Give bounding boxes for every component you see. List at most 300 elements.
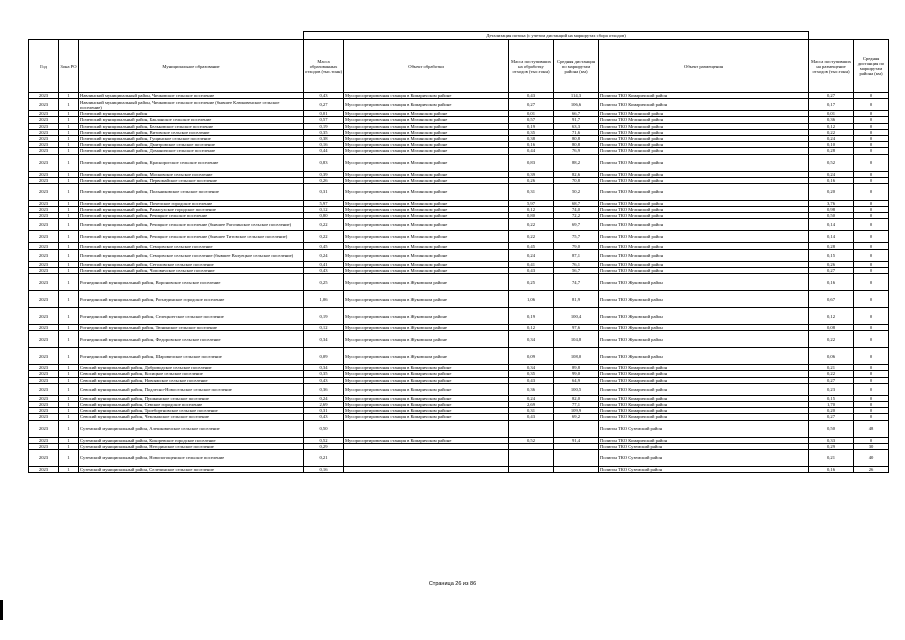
cell-mass-to-processing: 0,57 xyxy=(509,117,554,123)
cell-municipality: Почепский муниципальный район, Московское сельское поселение xyxy=(79,171,304,177)
table-row xyxy=(29,274,889,291)
cell-avg-distance-processing: 74,7 xyxy=(554,274,599,291)
cell-avg-distance-processing: 87,1 xyxy=(554,249,599,261)
cell-placement-object: Полигон ТКО Мглинский район xyxy=(599,267,809,273)
cell-municipality: Почепский муниципальный район, Гущинское сельское поселение xyxy=(79,135,304,141)
cell-avg-distance-processing: 106,6 xyxy=(554,99,599,111)
cell-mass-to-processing: 0,38 xyxy=(509,135,554,141)
cell-mass-to-placement: 0,21 xyxy=(809,449,854,466)
cell-placement-object: Полигон ТКО Суземский район xyxy=(599,420,809,437)
cell-avg-distance-placement: 0 xyxy=(854,219,889,231)
cell-mass-to-processing: 0,43 xyxy=(509,414,554,420)
cell-mass-to-processing: 0,12 xyxy=(509,207,554,213)
cell-placement-object: Полигон ТКО Мглинский район xyxy=(599,213,809,219)
cell-avg-distance-placement: 0 xyxy=(854,325,889,331)
header-avg-distance-processing: Средняя дистанция по маршрутам района (км) xyxy=(554,40,599,93)
table-row xyxy=(29,291,889,308)
cell-placement-object: Полигон ТКО Мглинский район xyxy=(599,249,809,261)
cell-zone: 1 xyxy=(59,401,79,407)
cell-municipality: Почепский муниципальный район, Семцовское сельское поселение xyxy=(79,243,304,249)
cell-avg-distance-processing: 109,9 xyxy=(554,408,599,414)
cell-avg-distance-placement: 0 xyxy=(854,331,889,348)
cell-mass-formed: 0,38 xyxy=(304,135,344,141)
cell-mass-to-placement: 0,14 xyxy=(809,219,854,231)
cell-year: 2023 xyxy=(29,117,59,123)
cell-mass-formed: 0,57 xyxy=(304,117,344,123)
cell-municipality: Почепский муниципальный район, Речицкое сельское поселение (бывшее Рагозинское сельское поселение) xyxy=(79,219,304,231)
cell-zone: 1 xyxy=(59,111,79,117)
cell-processing-object: Мусоросортировочная станция в Мглинском районе xyxy=(344,135,509,141)
cell-avg-distance-placement: 0 xyxy=(854,171,889,177)
cell-year: 2023 xyxy=(29,148,59,154)
cell-avg-distance-processing: 77,1 xyxy=(554,401,599,407)
cell-mass-formed: 0,83 xyxy=(304,154,344,171)
cell-mass-formed: 0,44 xyxy=(304,148,344,154)
cell-year: 2023 xyxy=(29,437,59,443)
cell-mass-to-processing: 0,09 xyxy=(509,348,554,365)
cell-avg-distance-processing: 97,6 xyxy=(554,325,599,331)
cell-municipality: Почепский муниципальный район, Почепское городское поселение xyxy=(79,200,304,206)
cell-zone: 1 xyxy=(59,348,79,365)
cell-mass-to-processing: 0,35 xyxy=(509,371,554,377)
cell-avg-distance-processing: 100,5 xyxy=(554,383,599,395)
cell-mass-to-processing: 0,27 xyxy=(509,99,554,111)
cell-mass-to-processing: 0,19 xyxy=(509,308,554,325)
cell-avg-distance-placement: 26 xyxy=(854,466,889,472)
cell-avg-distance-placement: 0 xyxy=(854,200,889,206)
cell-zone: 1 xyxy=(59,408,79,414)
cell-avg-distance-placement: 0 xyxy=(854,142,889,148)
cell-processing-object: Мусоросортировочная станция в Мглинском районе xyxy=(344,177,509,183)
cell-year: 2023 xyxy=(29,365,59,371)
cell-avg-distance-placement: 0 xyxy=(854,274,889,291)
cell-processing-object: Мусоросортировочная станция в Мглинском районе xyxy=(344,123,509,129)
cell-placement-object: Полигон ТКО Комаричский район xyxy=(599,408,809,414)
cell-mass-formed: 0,50 xyxy=(304,420,344,437)
cell-avg-distance-processing: 74,0 xyxy=(554,207,599,213)
cell-municipality: Почепский муниципальный район, Семцовское сельское поселение (бывшее Валуецкое сельское поселение) xyxy=(79,249,304,261)
cell-avg-distance-processing: 89,8 xyxy=(554,365,599,371)
cell-avg-distance-processing: 81,9 xyxy=(554,291,599,308)
cell-mass-to-placement: 0,12 xyxy=(809,308,854,325)
cell-municipality: Севский муниципальный район, Чемлыжское сельское поселение xyxy=(79,414,304,420)
cell-mass-to-placement: 0,14 xyxy=(809,231,854,243)
cell-avg-distance-placement: 48 xyxy=(854,420,889,437)
cell-mass-to-processing: 0,19 xyxy=(509,123,554,129)
cell-mass-to-placement: 0,15 xyxy=(809,249,854,261)
cell-year: 2023 xyxy=(29,249,59,261)
cell-avg-distance-placement: 0 xyxy=(854,148,889,154)
cell-municipality: Севский муниципальный район, Косицкое сельское поселение xyxy=(79,371,304,377)
cell-mass-formed: 2,69 xyxy=(304,401,344,407)
cell-processing-object: Мусоросортировочная станция в Мглинском районе xyxy=(344,213,509,219)
cell-municipality: Почепский муниципальный район, Речицкое сельское поселение xyxy=(79,213,304,219)
cell-year: 2023 xyxy=(29,135,59,141)
cell-mass-to-placement: 0,16 xyxy=(809,177,854,183)
table-body xyxy=(29,93,889,473)
cell-zone: 1 xyxy=(59,420,79,437)
cell-municipality: Почепский муниципальный район, Краснорогское сельское поселение xyxy=(79,154,304,171)
header-processing-object: Объект обработки xyxy=(344,40,509,93)
cell-mass-to-placement: 0,27 xyxy=(809,414,854,420)
cell-year: 2023 xyxy=(29,443,59,449)
cell-avg-distance-placement: 0 xyxy=(854,414,889,420)
cell-mass-to-processing: 0,31 xyxy=(509,408,554,414)
header-mass-formed: Масса образованных отходов (тыс.тонн) xyxy=(304,40,344,93)
table-row xyxy=(29,183,889,200)
cell-mass-to-processing: 0,31 xyxy=(509,183,554,200)
cell-zone: 1 xyxy=(59,93,79,99)
cell-processing-object: Мусоросортировочная станция в Комаричском районе xyxy=(344,371,509,377)
cell-mass-to-processing: 0,80 xyxy=(509,213,554,219)
cell-mass-to-placement: 0,50 xyxy=(809,420,854,437)
cell-placement-object: Полигон ТКО Мглинский район xyxy=(599,219,809,231)
cell-year: 2023 xyxy=(29,267,59,273)
cell-zone: 1 xyxy=(59,443,79,449)
cell-avg-distance-placement: 0 xyxy=(854,183,889,200)
cell-avg-distance-placement: 0 xyxy=(854,348,889,365)
cell-processing-object: Мусоросортировочная станция в Жуковском районе xyxy=(344,274,509,291)
data-table-container xyxy=(28,31,888,473)
cell-municipality: Навлинский муниципальный район, Чичковское сельское поселение (бывшее Клюковенское сельское поселение) xyxy=(79,99,304,111)
cell-placement-object: Полигон ТКО Мглинский район xyxy=(599,171,809,177)
cell-municipality: Суземский муниципальный район, Алешковичское сельское поселение xyxy=(79,420,304,437)
cell-mass-to-placement: 0,50 xyxy=(809,213,854,219)
cell-placement-object: Полигон ТКО Комаричский район xyxy=(599,377,809,383)
cell-mass-formed: 0,19 xyxy=(304,123,344,129)
cell-placement-object: Полигон ТКО Мглинский район xyxy=(599,148,809,154)
cell-mass-to-placement: 0,20 xyxy=(809,408,854,414)
cell-municipality: Почепский муниципальный район, Бакланское сельское поселение xyxy=(79,117,304,123)
cell-placement-object: Полигон ТКО Мглинский район xyxy=(599,200,809,206)
table-row xyxy=(29,331,889,348)
cell-avg-distance-placement: 0 xyxy=(854,93,889,99)
cell-avg-distance-placement: 0 xyxy=(854,177,889,183)
cell-avg-distance-processing: 70,8 xyxy=(554,177,599,183)
cell-year: 2023 xyxy=(29,177,59,183)
cell-avg-distance-processing: 91,4 xyxy=(554,437,599,443)
cell-municipality: Севский муниципальный район, Новоямское сельское поселение xyxy=(79,377,304,383)
cell-zone: 1 xyxy=(59,177,79,183)
cell-avg-distance-placement: 0 xyxy=(854,437,889,443)
flow-detail-table xyxy=(28,31,889,473)
cell-zone: 1 xyxy=(59,383,79,395)
cell-avg-distance-placement: 0 xyxy=(854,111,889,117)
cell-zone: 1 xyxy=(59,365,79,371)
cell-placement-object: Полигон ТКО Мглинский район xyxy=(599,177,809,183)
cell-placement-object: Полигон ТКО Комаричский район xyxy=(599,401,809,407)
cell-municipality: Севский муниципальный район, Троебортновское сельское поселение xyxy=(79,408,304,414)
cell-mass-to-processing: 5,97 xyxy=(509,200,554,206)
cell-mass-to-placement: 0,33 xyxy=(809,437,854,443)
cell-processing-object: Мусоросортировочная станция в Комаричском районе xyxy=(344,395,509,401)
cell-processing-object: Мусоросортировочная станция в Жуковском районе xyxy=(344,331,509,348)
cell-year: 2023 xyxy=(29,171,59,177)
cell-avg-distance-placement: 0 xyxy=(854,365,889,371)
cell-mass-to-placement: 0,27 xyxy=(809,267,854,273)
cell-avg-distance-processing: 64,9 xyxy=(554,377,599,383)
header-zone: Зона РО xyxy=(59,40,79,93)
cell-zone: 1 xyxy=(59,135,79,141)
cell-mass-formed: 0,12 xyxy=(304,325,344,331)
cell-avg-distance-processing: 114,3 xyxy=(554,93,599,99)
cell-placement-object: Полигон ТКО Суземский район xyxy=(599,443,809,449)
cell-zone: 1 xyxy=(59,261,79,267)
cell-avg-distance-processing: 108,0 xyxy=(554,348,599,365)
cell-mass-to-processing: 0,43 xyxy=(509,267,554,273)
cell-municipality: Почепский муниципальный район, Бельковское сельское поселение xyxy=(79,123,304,129)
cell-mass-formed: 0,22 xyxy=(304,219,344,231)
cell-avg-distance-placement: 0 xyxy=(854,408,889,414)
cell-mass-to-placement: 3,76 xyxy=(809,200,854,206)
cell-avg-distance-placement: 0 xyxy=(854,395,889,401)
cell-avg-distance-placement: 0 xyxy=(854,117,889,123)
cell-mass-formed: 0,24 xyxy=(304,395,344,401)
cell-processing-object: Мусоросортировочная станция в Мглинском районе xyxy=(344,148,509,154)
cell-year: 2023 xyxy=(29,348,59,365)
table-row xyxy=(29,99,889,111)
table-row xyxy=(29,449,889,466)
header-placement-object: Объект размещения xyxy=(599,40,809,93)
cell-processing-object: Мусоросортировочная станция в Мглинском районе xyxy=(344,219,509,231)
cell-processing-object xyxy=(344,449,509,466)
cell-avg-distance-placement: 0 xyxy=(854,213,889,219)
cell-avg-distance-processing: 63,3 xyxy=(554,123,599,129)
cell-mass-to-processing: 0,34 xyxy=(509,331,554,348)
cell-municipality: Почепский муниципальный район, Доманичское сельское поселение xyxy=(79,148,304,154)
cell-municipality: Севский муниципальный район, Севское городское поселение xyxy=(79,401,304,407)
cell-mass-to-placement: 0,36 xyxy=(809,117,854,123)
cell-mass-to-processing: 0,01 xyxy=(509,111,554,117)
cell-avg-distance-placement: 0 xyxy=(854,291,889,308)
cell-zone: 1 xyxy=(59,123,79,129)
cell-municipality: Почепский муниципальный район, Рамасухское городское поселение xyxy=(79,207,304,213)
cell-municipality: Суземский муниципальный район, Селечинское сельское поселение xyxy=(79,466,304,472)
cell-zone: 1 xyxy=(59,325,79,331)
cell-placement-object: Полигон ТКО Мглинский район xyxy=(599,261,809,267)
cell-mass-to-placement: 0,22 xyxy=(809,331,854,348)
cell-avg-distance-processing: 76,1 xyxy=(554,261,599,267)
cell-mass-to-placement: 0,27 xyxy=(809,377,854,383)
cell-mass-to-placement: 0,23 xyxy=(809,383,854,395)
cell-avg-distance-processing: 80,8 xyxy=(554,135,599,141)
cell-zone: 1 xyxy=(59,154,79,171)
cell-mass-to-processing: 0,39 xyxy=(509,171,554,177)
cell-avg-distance-placement: 0 xyxy=(854,243,889,249)
cell-processing-object: Мусоросортировочная станция в Жуковском районе xyxy=(344,308,509,325)
cell-mass-to-placement: 0,16 xyxy=(809,274,854,291)
cell-mass-formed: 0,27 xyxy=(304,99,344,111)
cell-zone: 1 xyxy=(59,148,79,154)
cell-avg-distance-processing: 75,7 xyxy=(554,231,599,243)
cell-avg-distance-placement: 0 xyxy=(854,371,889,377)
cell-municipality: Почепский муниципальный район, Речицкое сельское поселение (бывшее Титовское сельское поселение) xyxy=(79,231,304,243)
table-caption: Детализация потока (с учетом дистанций на маршрутах сбора отходов) xyxy=(304,32,809,40)
cell-mass-to-processing: 0,16 xyxy=(509,142,554,148)
cell-mass-to-placement: 0,12 xyxy=(809,123,854,129)
cell-mass-to-processing: 0,12 xyxy=(509,325,554,331)
cell-placement-object: Полигон ТКО Мглинский район xyxy=(599,207,809,213)
cell-municipality: Севский муниципальный район, Доброводское сельское поселение xyxy=(79,365,304,371)
cell-municipality: Почепский муниципальный район, Витовское сельское поселение xyxy=(79,129,304,135)
cell-mass-formed: 0,29 xyxy=(304,443,344,449)
cell-municipality: Почепский муниципальный район, Дмитровское сельское поселение xyxy=(79,142,304,148)
cell-processing-object: Мусоросортировочная станция в Комаричском районе xyxy=(344,377,509,383)
cell-year: 2023 xyxy=(29,291,59,308)
table-row xyxy=(29,231,889,243)
cell-mass-to-processing xyxy=(509,420,554,437)
cell-placement-object: Полигон ТКО Комаричский район xyxy=(599,99,809,111)
cell-avg-distance-placement: 0 xyxy=(854,267,889,273)
cell-processing-object: Мусоросортировочная станция в Комаричском районе xyxy=(344,437,509,443)
cell-year: 2023 xyxy=(29,308,59,325)
cell-mass-formed: 0,36 xyxy=(304,383,344,395)
cell-mass-formed: 0,19 xyxy=(304,308,344,325)
cell-mass-to-processing: 0,41 xyxy=(509,261,554,267)
cell-processing-object: Мусоросортировочная станция в Комаричском районе xyxy=(344,93,509,99)
cell-processing-object: Мусоросортировочная станция в Мглинском районе xyxy=(344,142,509,148)
cell-municipality: Почепский муниципальный район, Чоповичское сельское поселение xyxy=(79,267,304,273)
cell-year: 2023 xyxy=(29,420,59,437)
cell-year: 2023 xyxy=(29,200,59,206)
cell-mass-formed: 0,24 xyxy=(304,249,344,261)
cell-avg-distance-processing: 66,7 xyxy=(554,111,599,117)
cell-zone: 1 xyxy=(59,231,79,243)
cell-mass-to-placement: 0,20 xyxy=(809,183,854,200)
cell-mass-formed: 0,43 xyxy=(304,93,344,99)
cell-avg-distance-processing: 71,6 xyxy=(554,129,599,135)
cell-mass-formed: 0,39 xyxy=(304,171,344,177)
cell-municipality: Суземский муниципальный район, Кокоревское городское поселение xyxy=(79,437,304,443)
cell-municipality: Рогнединский муниципальный район, Тюнинское сельское поселение xyxy=(79,325,304,331)
cell-mass-formed: 0,41 xyxy=(304,261,344,267)
cell-avg-distance-processing: 68,7 xyxy=(554,200,599,206)
cell-avg-distance-processing: 50,2 xyxy=(554,183,599,200)
cell-zone: 1 xyxy=(59,117,79,123)
cell-mass-to-placement: 0,26 xyxy=(809,261,854,267)
header-mass-to-processing: Масса поступивших на обработку отходов (тыс.тонн) xyxy=(509,40,554,93)
cell-mass-formed: 0,31 xyxy=(304,183,344,200)
cell-placement-object: Полигон ТКО Жуковский район xyxy=(599,348,809,365)
cell-mass-to-placement: 0,17 xyxy=(809,99,854,111)
cell-avg-distance-placement: 0 xyxy=(854,99,889,111)
cell-zone: 1 xyxy=(59,243,79,249)
cell-placement-object: Полигон ТКО Жуковский район xyxy=(599,308,809,325)
cell-year: 2023 xyxy=(29,231,59,243)
cell-municipality: Почепский муниципальный район, Сетоловское сельское поселение xyxy=(79,261,304,267)
cell-avg-distance-processing: 104,8 xyxy=(554,331,599,348)
cell-processing-object: Мусоросортировочная станция в Комаричском районе xyxy=(344,414,509,420)
cell-municipality: Суземский муниципальный район, Новопогощенское сельское поселение xyxy=(79,449,304,466)
cell-zone: 1 xyxy=(59,183,79,200)
cell-mass-to-processing: 0,45 xyxy=(509,243,554,249)
cell-year: 2023 xyxy=(29,207,59,213)
cell-mass-to-processing: 0,24 xyxy=(509,395,554,401)
cell-avg-distance-processing xyxy=(554,420,599,437)
header-avg-distance-placement: Средняя дистанция по маршрутам района (км) xyxy=(854,40,889,93)
cell-mass-to-placement: 0,67 xyxy=(809,291,854,308)
cell-processing-object xyxy=(344,420,509,437)
cell-mass-to-placement: 0,24 xyxy=(809,135,854,141)
cell-placement-object: Полигон ТКО Мглинский район xyxy=(599,123,809,129)
cell-municipality: Почепский муниципальный район, Первомайское сельское поселение xyxy=(79,177,304,183)
cell-processing-object xyxy=(344,466,509,472)
cell-zone: 1 xyxy=(59,377,79,383)
cell-zone: 1 xyxy=(59,171,79,177)
cell-zone: 1 xyxy=(59,219,79,231)
cell-mass-formed: 0,35 xyxy=(304,129,344,135)
cell-placement-object: Полигон ТКО Мглинский район xyxy=(599,154,809,171)
cell-mass-to-processing: 0,22 xyxy=(509,231,554,243)
cell-placement-object: Полигон ТКО Мглинский район xyxy=(599,129,809,135)
cell-mass-to-processing: 0,35 xyxy=(509,129,554,135)
cell-mass-to-placement: 0,16 xyxy=(809,466,854,472)
cell-zone: 1 xyxy=(59,437,79,443)
cell-mass-to-processing: 0,43 xyxy=(509,377,554,383)
cell-year: 2023 xyxy=(29,99,59,111)
cell-processing-object: Мусоросортировочная станция в Мглинском районе xyxy=(344,117,509,123)
cell-avg-distance-processing: 82,6 xyxy=(554,171,599,177)
cell-zone: 1 xyxy=(59,466,79,472)
cell-year: 2023 xyxy=(29,325,59,331)
cell-municipality: Рогнединский муниципальный район, Рогнединское городское поселение xyxy=(79,291,304,308)
cell-avg-distance-placement: 0 xyxy=(854,123,889,129)
cell-processing-object: Мусоросортировочная станция в Мглинском районе xyxy=(344,261,509,267)
cell-municipality: Рогнединский муниципальный район, Шаровичское сельское поселение xyxy=(79,348,304,365)
cell-processing-object: Мусоросортировочная станция в Комаричском районе xyxy=(344,383,509,395)
cell-mass-formed: 0,34 xyxy=(304,331,344,348)
cell-placement-object: Полигон ТКО Комаричский район xyxy=(599,437,809,443)
cell-mass-formed: 0,31 xyxy=(304,408,344,414)
cell-year: 2023 xyxy=(29,213,59,219)
cell-avg-distance-processing: 69,2 xyxy=(554,414,599,420)
table-row xyxy=(29,348,889,365)
scan-edge-mark xyxy=(0,600,3,620)
cell-mass-to-placement: 0,22 xyxy=(809,371,854,377)
cell-municipality: Рогнединский муниципальный район, Федоровское сельское поселение xyxy=(79,331,304,348)
cell-municipality: Севский муниципальный район, Пушкинское сельское поселение xyxy=(79,395,304,401)
cell-municipality: Почепский муниципальный район xyxy=(79,111,304,117)
cell-placement-object: Полигон ТКО Суземский район xyxy=(599,449,809,466)
cell-mass-formed: 1,06 xyxy=(304,291,344,308)
cell-mass-to-placement: 0,10 xyxy=(809,142,854,148)
cell-mass-to-placement: 0,22 xyxy=(809,129,854,135)
cell-mass-formed: 0,52 xyxy=(304,437,344,443)
cell-processing-object: Мусоросортировочная станция в Мглинском районе xyxy=(344,129,509,135)
cell-mass-to-processing: 1,06 xyxy=(509,291,554,308)
cell-placement-object: Полигон ТКО Мглинский район xyxy=(599,135,809,141)
cell-avg-distance-placement: 0 xyxy=(854,129,889,135)
cell-mass-formed: 0,45 xyxy=(304,243,344,249)
cell-processing-object: Мусоросортировочная станция в Жуковском районе xyxy=(344,291,509,308)
cell-year: 2023 xyxy=(29,395,59,401)
cell-placement-object: Полигон ТКО Мглинский район xyxy=(599,117,809,123)
cell-avg-distance-processing xyxy=(554,449,599,466)
cell-processing-object: Мусоросортировочная станция в Мглинском районе xyxy=(344,154,509,171)
cell-processing-object: Мусоросортировочная станция в Комаричском районе xyxy=(344,408,509,414)
cell-zone: 1 xyxy=(59,395,79,401)
cell-year: 2023 xyxy=(29,466,59,472)
cell-mass-to-placement: 0,52 xyxy=(809,154,854,171)
cell-mass-to-placement: 0,15 xyxy=(809,395,854,401)
cell-year: 2023 xyxy=(29,142,59,148)
cell-mass-to-processing: 0,83 xyxy=(509,154,554,171)
cell-mass-formed: 0,22 xyxy=(304,231,344,243)
cell-placement-object: Полигон ТКО Мглинский район xyxy=(599,183,809,200)
cell-year: 2023 xyxy=(29,219,59,231)
cell-processing-object: Мусоросортировочная станция в Мглинском районе xyxy=(344,200,509,206)
cell-zone: 1 xyxy=(59,308,79,325)
